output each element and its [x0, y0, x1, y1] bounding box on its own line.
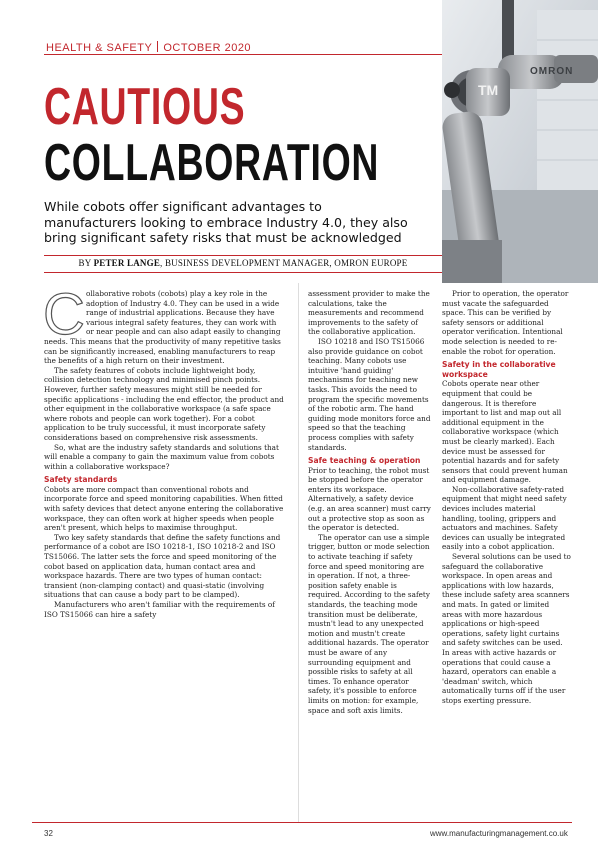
standfirst: While cobots offer significant advantages to manufacturers looking to embrace Industry 4.0, they also bring significant safety risks that must be acknowledged — [44, 199, 408, 245]
col2-paragraph-1: assessment provider to make the calculations, take the measurements and recommend improvements to the safety of the collaborative application. — [308, 289, 430, 337]
article-column-1 — [43, 282, 285, 619]
website-url: www.manufacturingmanagement.co.uk — [430, 829, 568, 838]
col1-paragraph-5: Two key safety standards that define the safety functions and performance of a cobot are ISO 10218-1, ISO 10218-2 and ISO TS15066. The latter sets the force and speed monitoring of the cobot based on application data, human contact area and workspace hazards. There are two types of human contact: transient (non-clamping contact) and quasi-static (involving situations that can cause a body part to be clamped). — [44, 532, 281, 600]
title-line-1: CAUTIOUS — [44, 78, 246, 136]
col2-paragraph-4: The operator can use a simple trigger, button or mode selection to activate teaching if safety force and speed monitoring are in operation. If not, a three-position safety enable is required. According to the safety standards, the teaching mode transition must be deliberate, mustn't lead to any unexpected motion and mustn't create additional hazards. The operator must be aware of any surrounding equipment and possible risks to safety at all times. To enhance operator safety, it's possible to enforce limits on motion: for example, space and soft axis limits. — [308, 532, 430, 715]
col1-paragraph-3: So, what are the industry safety standards and solutions that will enable a company to gain the maximum value from cobots within a collaborative workspace? — [44, 442, 279, 471]
section-header — [46, 41, 251, 54]
col2-paragraph-3: Prior to teaching, the robot must be stopped before the operator enters its workspace. Alternatively, a safety device (e.g. an area scanner) must carry out a protective stop as soon as the operator is detected. — [308, 465, 431, 533]
dropcap: C — [43, 282, 85, 347]
col1-paragraph-1: ollaborative robots (cobots) play a key role in the adoption of Industry 4.0. They can be used in a wide range of industrial applications. Because they have various integral safety features, they can work with or near people and can also adapt easily to changing needs. This means that the productivity of many repetitive tasks can be significantly increased, enabling manufacturers to reap the benefits of a high return on their investment. — [44, 289, 281, 366]
page-number: 32 — [44, 829, 53, 838]
dropcap-wrap — [42, 282, 85, 347]
column-divider — [298, 283, 299, 823]
header-divider — [157, 41, 158, 52]
col1-subheading: Safety standards — [44, 475, 118, 485]
col3-paragraph-2: Cobots operate near other equipment that could be dangerous. It is therefore important to list and map out all additional equipment in the collaborative workspace (which must be clearly marked). Each device must be assessed for potential hazards and for safety sensors that could prevent human and equipment damage. — [442, 379, 568, 485]
cobot-photo — [442, 0, 598, 283]
col1-paragraph-6: Manufacturers who aren't familiar with the requirements of ISO TS15066 can hire a safety — [44, 600, 275, 619]
col3-subheading: Safety in the collaborative workspace — [442, 360, 556, 379]
byline — [44, 258, 442, 268]
tm-badge: TM — [478, 82, 499, 98]
title-line-2: COLLABORATION — [44, 134, 380, 192]
byline-rule-bottom — [44, 272, 442, 273]
col3-paragraph-4: Several solutions can be used to safeguard the collaborative workspace. In open areas and applications with low hazards, these include safety area scanners and mats. In gated or limited areas with more hazardous applications or high-speed operations, safety light curtains and safety switches can be used. In areas with active hazards or operations that could cause a hazard, operators can enable a 'deadman' switch, which automatically turns off if the user stops exerting pressure. — [442, 552, 571, 705]
byline-prefix: BY — [78, 258, 94, 268]
col1-paragraph-4: Cobots are more compact than conventional robots and incorporate force and speed monitoring capabilities. When fitted with safety devices that detect anyone entering the collaborative workspace, they can often work at higher speeds when people aren't present, which helps to maximise throughput. — [44, 484, 284, 533]
col3-paragraph-1: Prior to operation, the operator must vacate the safeguarded space. This can be verified by safety sensors or additional operator verification. Intentional mode selection is needed to re-enable the robot for operation. — [442, 289, 569, 356]
article-column-2 — [308, 289, 432, 715]
byline-rule-top — [44, 255, 442, 256]
cobot-illustration — [442, 0, 598, 283]
footer-rule — [32, 822, 572, 823]
issue-date: OCTOBER 2020 — [163, 42, 252, 54]
byline-role: , BUSINESS DEVELOPMENT MANAGER, OMRON EUROPE — [160, 258, 408, 268]
omron-logo: OMRON — [530, 66, 574, 77]
col2-paragraph-2: ISO 10218 and ISO TS15066 also provide guidance on cobot teaching. Many cobots use intuitive 'hand guiding' mechanisms for teaching new tasks. This avoids the need to program the specific movements of the robotic arm. The hand guiding mode monitors force and speed so that the teaching process complies with safety standards. — [308, 336, 431, 452]
col2-subheading: Safe teaching & operation — [308, 456, 421, 466]
byline-author: PETER LANGE — [93, 258, 161, 268]
article-column-3 — [442, 289, 571, 706]
col3-paragraph-3: Non-collaborative safety-rated equipment that might need safety devices includes material handling, tooling, grippers and actuators and machines. Safety devices can usually be integrated easily into a cobot application. — [442, 484, 567, 552]
header-rule — [44, 54, 442, 55]
section-name: HEALTH & SAFETY — [46, 42, 153, 54]
col1-paragraph-2: The safety features of cobots include lightweight body, collision detection technology and minimised pinch points. However, further safety measures might still be needed for specific applications - including the end effector, the product and other equipment in the collaborative workspace (a safe space where robots and people can work together). For a cobot application to be truly successful, it must incorporate safety considerations based on comprehensive risk assessments. — [44, 365, 284, 442]
